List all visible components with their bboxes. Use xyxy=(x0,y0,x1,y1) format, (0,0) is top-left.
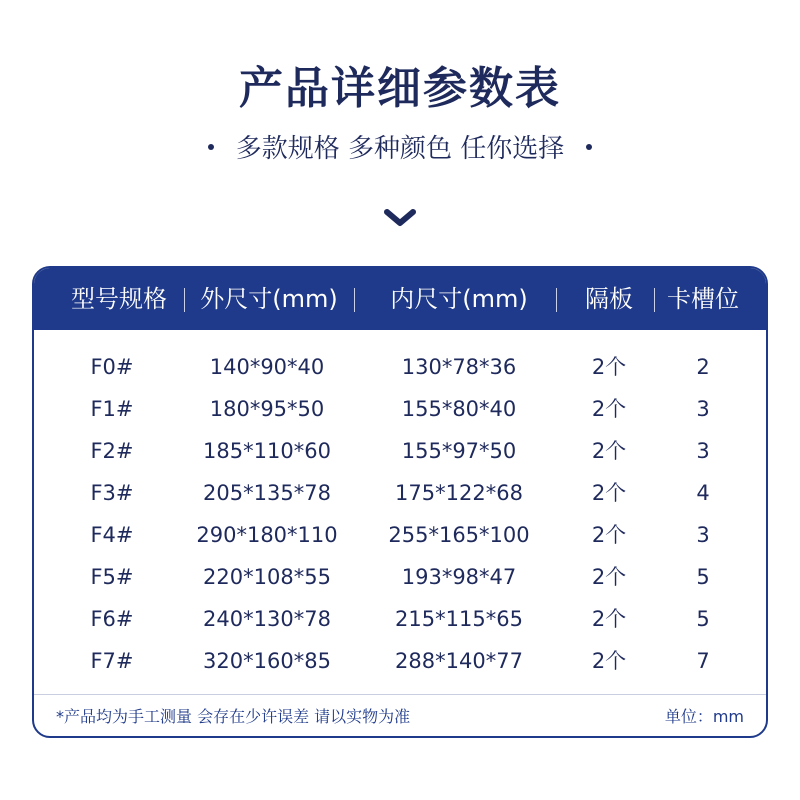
bullet-dot-icon xyxy=(208,144,214,150)
header-partition: 隔板 xyxy=(585,285,633,313)
cell-model: F2# xyxy=(90,439,134,463)
cell-card-slot: 7 xyxy=(696,649,710,673)
unit-label: 单位：mm xyxy=(664,707,744,726)
cell-model: F6# xyxy=(90,607,134,631)
cell-outer-size: 220*108*55 xyxy=(203,565,331,589)
header-model: 型号规格 xyxy=(71,285,167,313)
cell-inner-size: 255*165*100 xyxy=(388,523,530,547)
cell-card-slot: 3 xyxy=(696,397,710,421)
table-row xyxy=(34,388,766,430)
header-outer-size: 外尺寸(mm) xyxy=(200,285,338,313)
cell-outer-size: 180*95*50 xyxy=(209,397,325,421)
cell-model: F3# xyxy=(90,481,134,505)
cell-partition: 2个 xyxy=(591,397,627,421)
cell-card-slot: 5 xyxy=(696,607,710,631)
chevron-down-icon xyxy=(383,206,417,230)
spec-table xyxy=(32,266,768,738)
cell-inner-size: 155*97*50 xyxy=(401,439,517,463)
subtitle-text: 多款规格 多种颜色 任你选择 xyxy=(235,134,565,164)
cell-card-slot: 3 xyxy=(696,439,710,463)
cell-outer-size: 320*160*85 xyxy=(203,649,331,673)
cell-inner-size: 288*140*77 xyxy=(395,649,523,673)
cell-model: F7# xyxy=(90,649,134,673)
cell-partition: 2个 xyxy=(591,607,627,631)
header-divider xyxy=(354,288,355,312)
cell-partition: 2个 xyxy=(591,523,627,547)
footer-divider xyxy=(34,694,766,695)
header-inner-size: 内尺寸(mm) xyxy=(390,285,528,313)
table-row xyxy=(34,598,766,640)
cell-inner-size: 155*80*40 xyxy=(401,397,517,421)
table-row xyxy=(34,514,766,556)
cell-inner-size: 130*78*36 xyxy=(401,355,517,379)
table-row xyxy=(34,346,766,388)
cell-model: F1# xyxy=(90,397,134,421)
cell-partition: 2个 xyxy=(591,649,627,673)
cell-outer-size: 185*110*60 xyxy=(203,439,331,463)
subtitle-row xyxy=(0,128,800,165)
cell-model: F4# xyxy=(90,523,134,547)
cell-card-slot: 4 xyxy=(696,481,710,505)
cell-model: F0# xyxy=(90,355,134,379)
cell-inner-size: 175*122*68 xyxy=(395,481,523,505)
cell-partition: 2个 xyxy=(591,481,627,505)
cell-card-slot: 3 xyxy=(696,523,710,547)
header-divider xyxy=(556,288,557,312)
table-row xyxy=(34,556,766,598)
cell-partition: 2个 xyxy=(591,565,627,589)
cell-inner-size: 193*98*47 xyxy=(401,565,517,589)
cell-card-slot: 2 xyxy=(696,355,710,379)
cell-outer-size: 240*130*78 xyxy=(203,607,331,631)
header-card-slot: 卡槽位 xyxy=(667,285,739,313)
bullet-dot-icon xyxy=(586,144,592,150)
measurement-note: *产品均为手工测量 会存在少许误差 请以实物为准 xyxy=(56,707,411,726)
table-row xyxy=(34,640,766,682)
cell-card-slot: 5 xyxy=(696,565,710,589)
table-header xyxy=(34,268,766,330)
table-row xyxy=(34,472,766,514)
cell-inner-size: 215*115*65 xyxy=(395,607,523,631)
cell-outer-size: 290*180*110 xyxy=(196,523,338,547)
table-row xyxy=(34,430,766,472)
cell-partition: 2个 xyxy=(591,439,627,463)
page-title: 产品详细参数表 xyxy=(239,63,561,114)
cell-model: F5# xyxy=(90,565,134,589)
cell-outer-size: 140*90*40 xyxy=(209,355,325,379)
cell-outer-size: 205*135*78 xyxy=(203,481,331,505)
table-body xyxy=(34,346,766,682)
cell-partition: 2个 xyxy=(591,355,627,379)
